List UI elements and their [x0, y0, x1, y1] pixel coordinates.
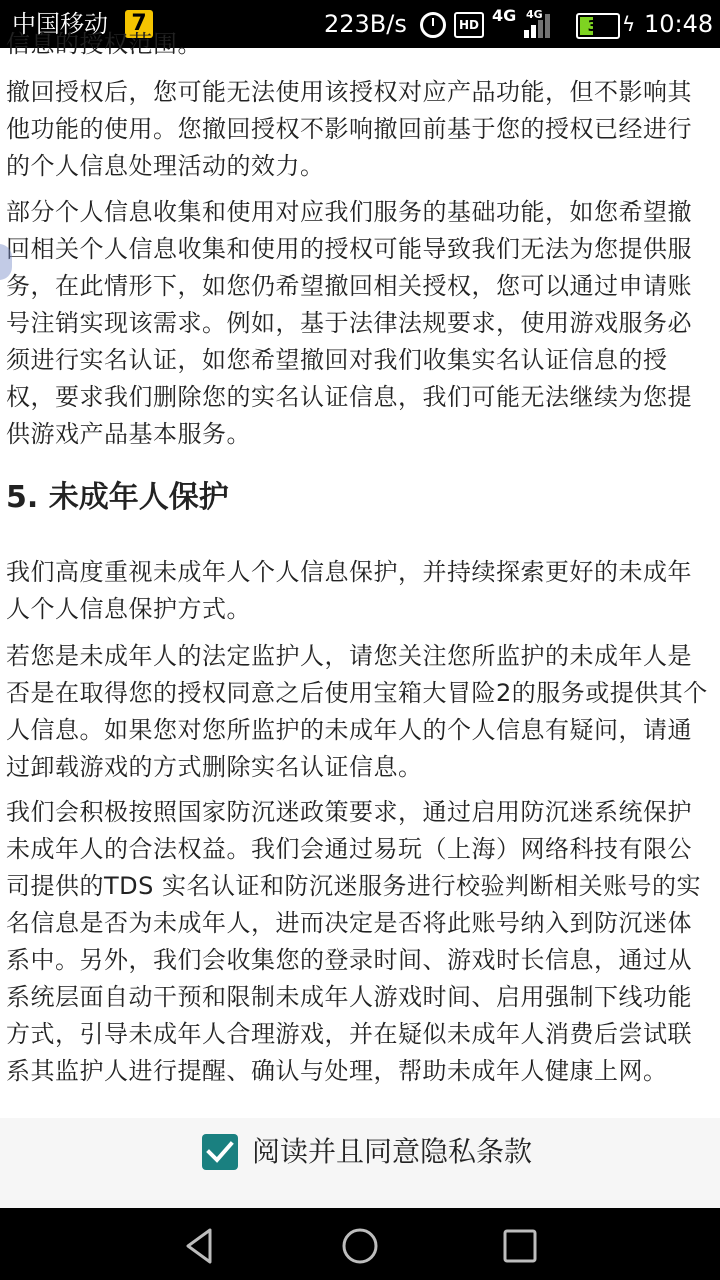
agreement-bar — [0, 1118, 720, 1208]
network-type-label-2: 4G — [526, 8, 543, 21]
app-notification-icon: 7 — [125, 10, 153, 38]
hd-icon: HD — [454, 12, 484, 38]
recents-icon[interactable] — [500, 1226, 540, 1266]
battery-level: 37 — [587, 17, 609, 35]
paragraph-anti-addiction: 我们会积极按照国家防沉迷政策要求，通过启用防沉迷系统保护未成年人的合法权益。我们会通过易玩（上海）网络科技有限公司提供的TDS 实名认证和防沉迷服务进行校验判断相关账号的实名信息是否为未成年人，进而决定是否将此账号纳入到防沉迷体系中。另外，我们会收集您的登录时间、游戏时长信息，通过从系统层面自动干预和限制未成年人游戏时间、启用强制下线功能方式，引导未成年人合理游戏，并在疑似未成年人消费后尝试联系其监护人进行提醒、确认与处理，帮助未成年人健康上网。 — [6, 798, 702, 1085]
privacy-policy-content[interactable] — [0, 30, 720, 1118]
alarm-icon — [420, 12, 446, 38]
signal-icon — [524, 14, 554, 38]
charging-icon: ϟ — [622, 12, 636, 36]
paragraph-minors-intro: 我们高度重视未成年人个人信息保护，并持续探索更好的未成年人个人信息保护方式。 — [6, 558, 692, 623]
carrier-name: 中国移动 — [12, 10, 108, 38]
agree-checkbox[interactable] — [202, 1134, 238, 1170]
paragraph-basic-functions: 部分个人信息收集和使用对应我们服务的基础功能，如您希望撤回相关个人信息收集和使用的授权可能导致我们无法为您提供服务，在此情形下，如您仍希望撤回相关授权，您可以通过申请账号注销实现该需求。例如，基于法律法规要求，使用游戏服务必须进行实名认证，如您希望撤回对我们收集实名认证信息的授权，要求我们删除您的实名认证信息，我们可能无法继续为您提供游戏产品基本服务。 — [6, 198, 692, 448]
home-icon[interactable] — [340, 1226, 380, 1266]
battery-icon — [576, 13, 620, 39]
section-heading-minors: 5. 未成年人保护 — [6, 480, 229, 515]
clock: 10:48 — [644, 10, 714, 38]
agree-label[interactable]: 阅读并且同意隐私条款 — [252, 1135, 533, 1168]
back-icon[interactable] — [180, 1226, 220, 1266]
paragraph-revoke-authorization: 撤回授权后，您可能无法使用该授权对应产品功能，但不影响其他功能的使用。您撤回授权不影响撤回前基于您的授权已经进行的个人信息处理活动的效力。 — [6, 78, 692, 180]
cutoff-text: 信息的授权范围。 — [6, 30, 202, 58]
navigation-bar — [0, 1208, 720, 1280]
network-speed: 223B/s — [324, 10, 407, 38]
paragraph-guardian: 若您是未成年人的法定监护人，请您关注您所监护的未成年人是否是在取得您的授权同意之后使用宝箱大冒险2的服务或提供其个人信息。如果您对您所监护的未成年人的个人信息有疑问，请通过卸载游戏的方式删除实名认证信息。 — [6, 642, 708, 781]
network-type-label: 4G — [492, 6, 517, 25]
checkmark-icon — [206, 1139, 234, 1165]
